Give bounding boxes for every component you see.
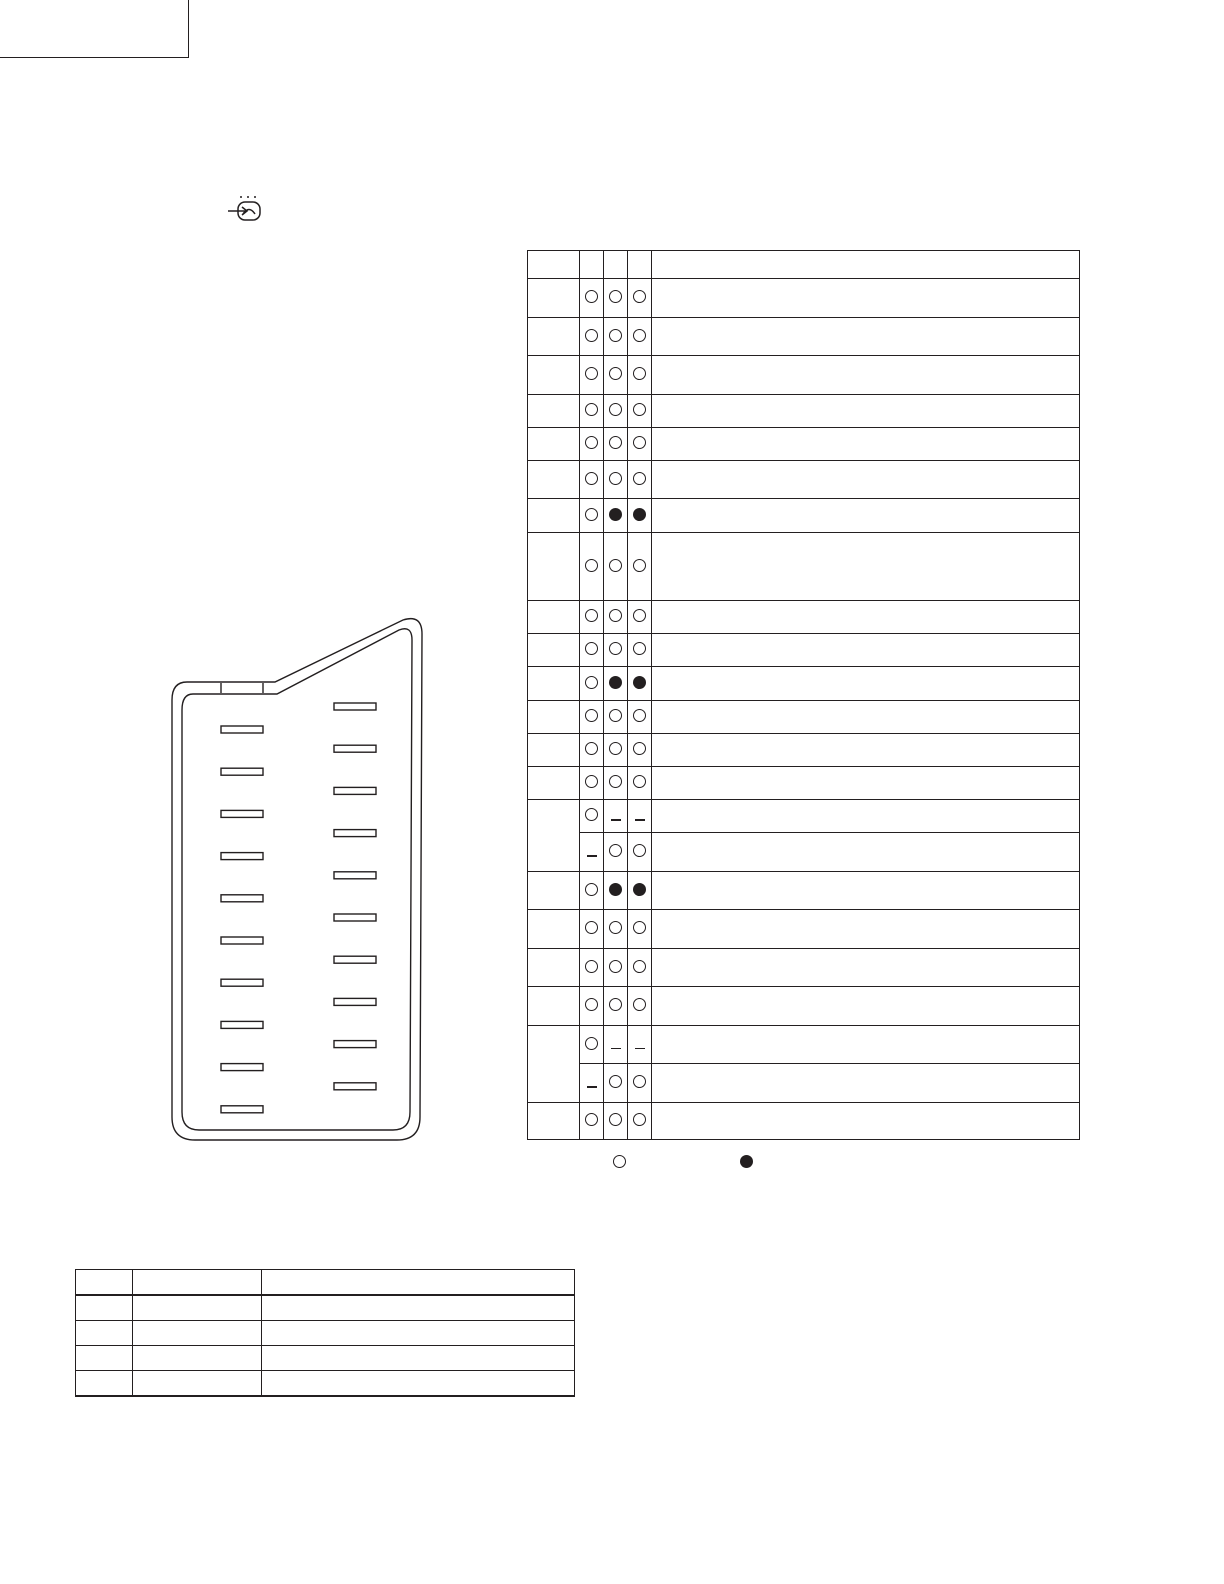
connector-pin-slot <box>334 1083 376 1090</box>
mode-cell <box>628 833 652 872</box>
mode-cell <box>604 833 628 872</box>
mode-cell <box>628 987 652 1026</box>
mode-cell <box>580 872 604 910</box>
open-circle-icon <box>585 883 598 896</box>
table-row <box>76 1371 575 1397</box>
open-circle-icon <box>585 709 598 722</box>
mode-cell <box>628 1026 652 1064</box>
mode-cell <box>604 767 628 800</box>
description-cell <box>652 910 1080 949</box>
mode-cell <box>604 1026 628 1064</box>
open-circle-icon <box>585 1037 598 1050</box>
mode-cell <box>628 800 652 833</box>
mode-cell <box>604 395 628 428</box>
open-circle-icon <box>633 436 646 449</box>
mode-cell <box>580 1103 604 1140</box>
table-row <box>528 533 1080 601</box>
mode-cell <box>580 395 604 428</box>
open-circle-icon <box>585 742 598 755</box>
mode-cell <box>604 910 628 949</box>
description-cell <box>652 667 1080 701</box>
mode-cell <box>604 499 628 533</box>
mode-cell <box>580 318 604 356</box>
description-cell <box>652 949 1080 987</box>
open-circle-icon <box>585 775 598 788</box>
table-row <box>528 428 1080 461</box>
mode-cell <box>580 428 604 461</box>
pin-number-cell <box>528 1026 580 1103</box>
description-cell <box>652 395 1080 428</box>
open-circle-icon <box>633 1075 646 1088</box>
page-corner-tab <box>0 0 189 58</box>
mode-cell <box>628 318 652 356</box>
pin-number-cell <box>528 318 580 356</box>
filled-circle-icon <box>609 676 622 689</box>
open-circle-icon <box>585 367 598 380</box>
mode-cell <box>628 872 652 910</box>
open-circle-icon <box>585 921 598 934</box>
mode-cell <box>580 1026 604 1064</box>
table-row <box>528 800 1080 833</box>
dash-icon <box>611 1048 621 1049</box>
pin-number-cell <box>528 800 580 872</box>
connector-pin-slot <box>334 745 376 752</box>
open-circle-icon <box>609 742 622 755</box>
table-row <box>528 667 1080 701</box>
open-circle-icon <box>633 998 646 1011</box>
description-cell <box>652 1064 1080 1103</box>
connector-pin-slot <box>221 895 263 902</box>
mode-cell <box>604 949 628 987</box>
table-row <box>76 1295 575 1321</box>
open-circle-icon <box>609 960 622 973</box>
mode-cell <box>580 800 604 833</box>
mode-cell <box>604 701 628 734</box>
mode-cell <box>580 833 604 872</box>
connector-pin-slot <box>221 768 263 775</box>
description-cell <box>652 1026 1080 1064</box>
scart-connector-icon <box>165 612 431 1148</box>
connector-pin-slot <box>334 703 376 710</box>
mode-cell <box>604 318 628 356</box>
description-cell <box>652 533 1080 601</box>
table-row <box>76 1270 575 1296</box>
description-cell <box>652 701 1080 734</box>
filled-circle-icon <box>633 883 646 896</box>
connector-pin-slot <box>221 853 263 860</box>
connector-pin-slot <box>221 979 263 986</box>
mode-cell <box>604 872 628 910</box>
pin-number-cell <box>528 667 580 701</box>
description-cell <box>652 428 1080 461</box>
pin-assignment-table <box>527 250 1080 1140</box>
pin-number-cell <box>528 910 580 949</box>
mode-cell <box>580 701 604 734</box>
open-circle-icon <box>609 709 622 722</box>
scart-input-icon <box>226 194 264 222</box>
open-circle-icon <box>585 642 598 655</box>
mode-cell <box>580 1064 604 1103</box>
connector-pin-slot <box>221 726 263 733</box>
connector-pin-slot <box>221 1106 263 1113</box>
open-circle-icon <box>609 775 622 788</box>
mode-cell <box>604 461 628 499</box>
header-mode-1 <box>580 251 604 279</box>
mode-cell <box>628 667 652 701</box>
description-cell <box>652 800 1080 833</box>
mode-cell <box>628 701 652 734</box>
mode-cell <box>580 667 604 701</box>
header-description <box>652 251 1080 279</box>
pin-table-header <box>528 251 1080 279</box>
open-circle-icon <box>633 290 646 303</box>
mode-cell <box>628 634 652 667</box>
mode-cell <box>580 634 604 667</box>
open-circle-icon <box>633 367 646 380</box>
pin-number-cell <box>528 601 580 634</box>
open-circle-icon <box>609 642 622 655</box>
connector-pin-slot <box>334 914 376 921</box>
description-cell <box>652 601 1080 634</box>
connector-pin-slot <box>221 1021 263 1028</box>
open-circle-icon <box>585 329 598 342</box>
open-circle-icon <box>609 367 622 380</box>
mode-cell <box>628 279 652 318</box>
open-circle-icon <box>609 609 622 622</box>
connector-pin-slot <box>221 1064 263 1071</box>
dash-icon <box>587 1086 597 1087</box>
pin-number-cell <box>528 461 580 499</box>
mode-cell <box>628 767 652 800</box>
mode-cell <box>580 356 604 395</box>
description-cell <box>652 767 1080 800</box>
mode-cell <box>628 356 652 395</box>
open-circle-icon <box>633 329 646 342</box>
mode-cell <box>604 800 628 833</box>
open-circle-icon <box>609 998 622 1011</box>
open-circle-icon <box>585 609 598 622</box>
mode-cell <box>628 499 652 533</box>
open-circle-icon <box>609 921 622 934</box>
mode-cell <box>604 428 628 461</box>
mode-cell <box>604 356 628 395</box>
table-row <box>528 1026 1080 1064</box>
table-row <box>528 499 1080 533</box>
mode-cell <box>604 734 628 767</box>
pin-number-cell <box>528 701 580 734</box>
mode-cell <box>628 533 652 601</box>
mode-cell <box>628 1103 652 1140</box>
open-circle-icon <box>609 403 622 416</box>
table-row <box>528 833 1080 872</box>
open-circle-icon <box>633 775 646 788</box>
connector-pin-slot <box>334 830 376 837</box>
mode-cell <box>628 428 652 461</box>
pin-number-cell <box>528 767 580 800</box>
filled-circle-icon <box>609 508 622 521</box>
connector-pin-slot <box>221 810 263 817</box>
open-circle-icon <box>585 472 598 485</box>
table-row <box>528 1103 1080 1140</box>
open-circle-icon <box>609 329 622 342</box>
open-circle-icon <box>585 960 598 973</box>
open-circle-icon <box>609 472 622 485</box>
table-row <box>528 395 1080 428</box>
open-circle-icon <box>609 559 622 572</box>
mode-cell <box>628 461 652 499</box>
mode-cell <box>580 949 604 987</box>
table-row <box>528 634 1080 667</box>
table-row <box>528 872 1080 910</box>
table-row <box>528 461 1080 499</box>
table-row <box>528 949 1080 987</box>
header-mode-2 <box>604 251 628 279</box>
mode-cell <box>580 734 604 767</box>
description-cell <box>652 318 1080 356</box>
legend-filled-circle-icon <box>740 1155 753 1168</box>
mode-cell <box>604 1103 628 1140</box>
description-cell <box>652 634 1080 667</box>
mode-cell <box>628 949 652 987</box>
pin-number-cell <box>528 499 580 533</box>
open-circle-icon <box>585 403 598 416</box>
connector-pin-slot <box>221 937 263 944</box>
pin-number-cell <box>528 987 580 1026</box>
open-circle-icon <box>633 844 646 857</box>
description-cell <box>652 279 1080 318</box>
open-circle-icon <box>633 472 646 485</box>
pin-number-cell <box>528 734 580 767</box>
table-row <box>76 1321 575 1346</box>
mode-cell <box>604 1064 628 1103</box>
pin-number-cell <box>528 1103 580 1140</box>
description-cell <box>652 872 1080 910</box>
connector-pin-slot <box>334 956 376 963</box>
open-circle-icon <box>633 559 646 572</box>
mode-cell <box>604 279 628 318</box>
connector-pin-slot <box>334 998 376 1005</box>
pin-number-cell <box>528 428 580 461</box>
description-cell <box>652 734 1080 767</box>
open-circle-icon <box>633 742 646 755</box>
mode-cell <box>628 734 652 767</box>
open-circle-icon <box>609 436 622 449</box>
mode-cell <box>580 767 604 800</box>
open-circle-icon <box>633 1113 646 1126</box>
open-circle-icon <box>609 1075 622 1088</box>
filled-circle-icon <box>633 508 646 521</box>
pin-number-cell <box>528 356 580 395</box>
mode-cell <box>628 395 652 428</box>
pin-number-cell <box>528 872 580 910</box>
description-cell <box>652 987 1080 1026</box>
open-circle-icon <box>609 1113 622 1126</box>
mode-cell <box>628 601 652 634</box>
header-pin <box>528 251 580 279</box>
pin-number-cell <box>528 279 580 318</box>
table-row <box>528 601 1080 634</box>
table-row <box>528 910 1080 949</box>
open-circle-icon <box>585 436 598 449</box>
open-circle-icon <box>585 508 598 521</box>
open-circle-icon <box>633 609 646 622</box>
mode-cell <box>580 910 604 949</box>
open-circle-icon <box>633 642 646 655</box>
mode-cell <box>580 533 604 601</box>
filled-circle-icon <box>633 676 646 689</box>
open-circle-icon <box>585 676 598 689</box>
mode-cell <box>580 461 604 499</box>
mode-cell <box>604 533 628 601</box>
dash-icon <box>635 1048 645 1049</box>
description-cell <box>652 833 1080 872</box>
filled-circle-icon <box>609 883 622 896</box>
table-row <box>528 279 1080 318</box>
mode-cell <box>628 1064 652 1103</box>
table-row <box>528 767 1080 800</box>
open-circle-icon <box>609 844 622 857</box>
mode-cell <box>604 987 628 1026</box>
connector-pin-slot <box>334 872 376 879</box>
header-mode-3 <box>628 251 652 279</box>
mode-cell <box>604 667 628 701</box>
description-cell <box>652 499 1080 533</box>
open-circle-icon <box>585 998 598 1011</box>
open-circle-icon <box>609 290 622 303</box>
table-row <box>528 356 1080 395</box>
table-row <box>528 987 1080 1026</box>
mode-cell <box>628 910 652 949</box>
mode-cell <box>604 601 628 634</box>
pin-number-cell <box>528 634 580 667</box>
pin-number-cell <box>528 949 580 987</box>
open-circle-icon <box>585 808 598 821</box>
description-cell <box>652 1103 1080 1140</box>
pin-number-cell <box>528 533 580 601</box>
open-circle-icon <box>633 921 646 934</box>
open-circle-icon <box>585 290 598 303</box>
dash-icon <box>587 855 597 856</box>
description-cell <box>652 356 1080 395</box>
table-row <box>528 318 1080 356</box>
table-row <box>528 701 1080 734</box>
table-row <box>528 734 1080 767</box>
connector-pin-slot <box>334 787 376 794</box>
open-circle-icon <box>633 960 646 973</box>
secondary-table <box>75 1269 575 1397</box>
table-row <box>528 1064 1080 1103</box>
open-circle-icon <box>633 709 646 722</box>
open-circle-icon <box>585 559 598 572</box>
dash-icon <box>635 819 645 820</box>
mode-cell <box>580 601 604 634</box>
mode-cell <box>580 279 604 318</box>
open-circle-icon <box>633 403 646 416</box>
mode-cell <box>580 499 604 533</box>
description-cell <box>652 461 1080 499</box>
mode-cell <box>604 634 628 667</box>
pin-number-cell <box>528 395 580 428</box>
open-circle-icon <box>585 1113 598 1126</box>
mode-cell <box>580 987 604 1026</box>
dash-icon <box>611 819 621 820</box>
table-row <box>76 1346 575 1371</box>
connector-pin-slot <box>334 1041 376 1048</box>
legend-open-circle-icon <box>613 1155 626 1168</box>
